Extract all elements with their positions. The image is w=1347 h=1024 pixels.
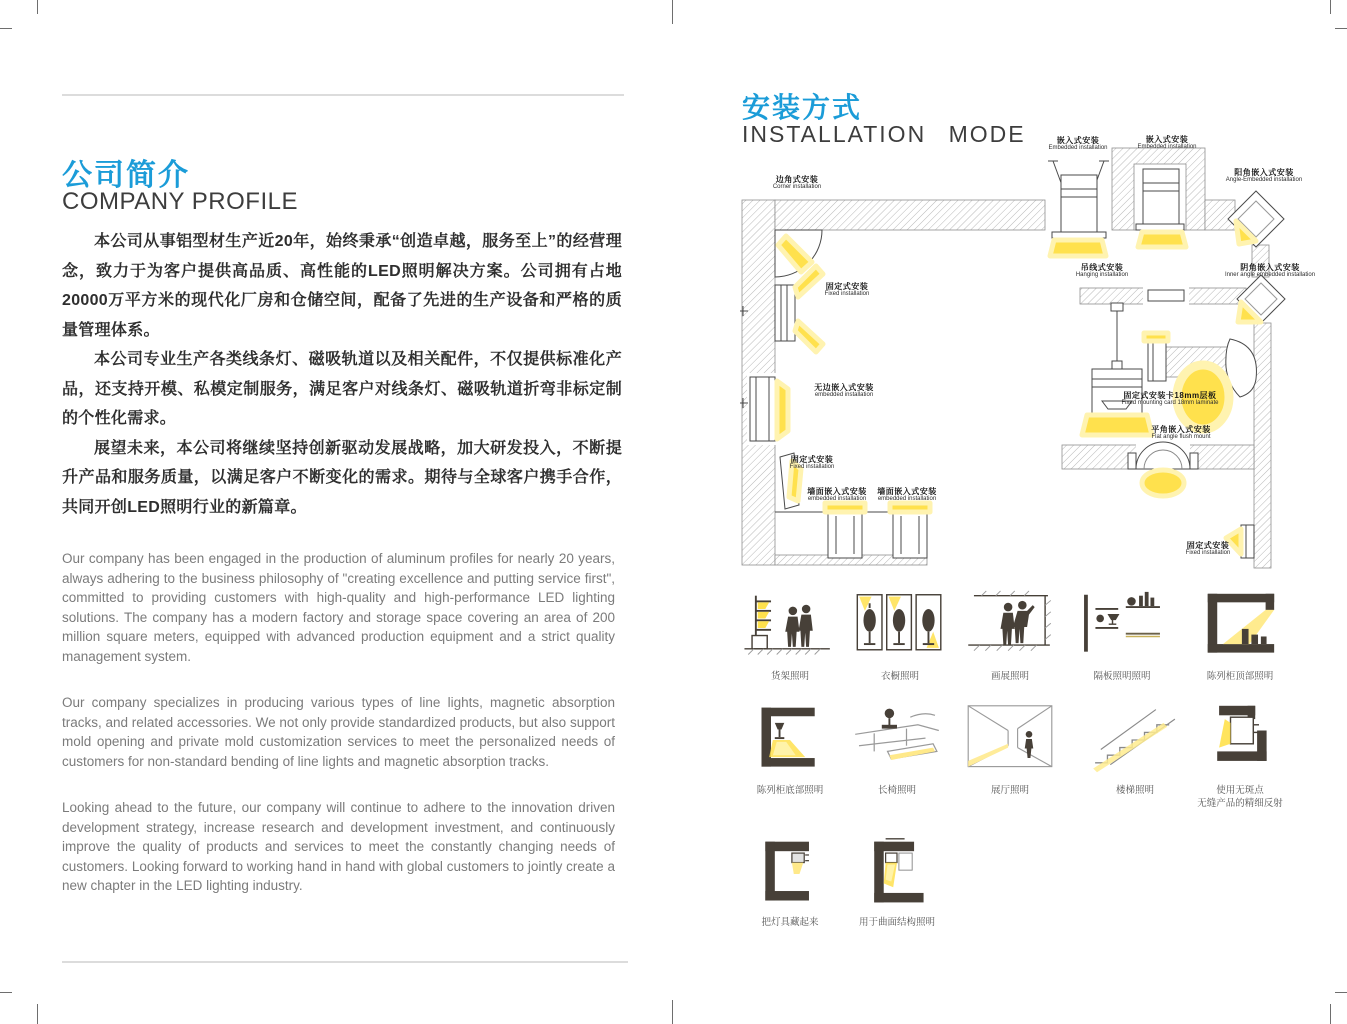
application-item <box>950 590 1070 683</box>
application-item <box>1180 590 1300 683</box>
company-profile-cn-text <box>62 227 622 522</box>
application-label-line2: 无缝产品的精细反射 <box>1197 798 1283 809</box>
diagram-label: 阴角嵌入式安装 Inner angle embedded installation <box>1224 263 1316 279</box>
installation-mode-title-en: INSTALLATION MODE <box>742 121 1026 147</box>
crop-mark <box>37 1004 38 1024</box>
company-profile-title-cn: 公司简介 <box>62 159 190 192</box>
gallery-lighting-icon <box>962 590 1058 664</box>
application-label: 展厅照明 <box>990 785 1029 796</box>
cn-paragraph: 展望未来，本公司将继续坚持创新驱动发展战略，加大研发投入，不断提升产品和服务质量，以满足客户不断变化的需求。期待与全球客户携手合作，共同开创LED照明行业的新篇章。 <box>62 439 622 516</box>
cn-paragraph: 本公司专业生产各类线条灯、磁吸轨道以及相关配件，不仅提供标准化产品，还支持开模、私模定制服务，满足客户对线条灯、磁吸轨道折弯非标定制的个性化需求。 <box>62 351 622 427</box>
diagram-label: 固定式安装 Fixed installation <box>824 282 870 298</box>
room-section-drawing <box>740 135 1310 575</box>
application-item <box>837 836 957 929</box>
application-label: 衣橱照明 <box>880 671 919 682</box>
application-label: 陈列柜顶部照明 <box>1206 671 1274 682</box>
crop-mark <box>1330 0 1331 14</box>
application-label: 画展照明 <box>990 671 1029 682</box>
application-item <box>840 590 960 683</box>
diagram-label: 墙面嵌入式安装 embedded installation <box>807 487 867 503</box>
installation-mode-title-cn: 安装方式 <box>742 92 863 123</box>
stair-lighting-icon <box>1087 702 1183 778</box>
application-item <box>730 836 850 929</box>
company-profile-en-text <box>62 549 615 923</box>
left-page-bottom-rule <box>62 961 628 963</box>
diagram-label: 嵌入式安装 Embedded installation <box>1137 135 1197 151</box>
partition-shelf-lighting-icon <box>1074 590 1170 664</box>
diagram-label: 固定式安装卡18mm层板 Fixed mounting card 18mm laminate <box>1121 391 1219 407</box>
application-label: 楼梯照明 <box>1115 785 1154 796</box>
shelf-lighting-icon <box>742 590 838 664</box>
diagram-label: 墙面嵌入式安装 embedded installation <box>877 487 937 503</box>
wardrobe-lighting-icon <box>852 590 948 664</box>
application-label: 使用无斑点 <box>1216 785 1264 796</box>
diagram-label: 固定式安装 Fixed installation <box>1185 541 1231 557</box>
application-label: 长椅照明 <box>877 785 916 796</box>
application-item <box>837 702 957 797</box>
crop-mark <box>672 0 673 24</box>
application-item <box>730 590 850 683</box>
hidden-fixture-icon <box>742 836 838 910</box>
bench-lighting-icon <box>849 702 945 778</box>
diagram-label: 阳角嵌入式安装 Angle-Embedded installation <box>1225 168 1303 184</box>
seamless-reflection-icon <box>1192 702 1288 778</box>
exhibition-hall-lighting-icon <box>962 702 1058 778</box>
crop-mark <box>1335 28 1347 29</box>
diagram-label: 边角式安装 Corner installation <box>772 175 822 191</box>
application-item <box>950 702 1070 797</box>
application-label: 隔板照明照明 <box>1093 671 1151 682</box>
crop-mark <box>672 1000 673 1024</box>
hatched-structure <box>742 148 1271 568</box>
installation-diagram <box>740 135 1316 575</box>
application-label: 货架照明 <box>770 671 809 682</box>
display-cabinet-top-lighting-icon <box>1192 590 1288 664</box>
diagram-label: 固定式安装 Fixed installation <box>789 455 835 471</box>
diagram-label: 吊线式安装 Hanging installation <box>1075 263 1129 279</box>
application-label: 用于曲面结构照明 <box>858 917 935 928</box>
crop-mark <box>0 28 12 29</box>
diagram-label: 无边嵌入式安装 embedded installation <box>814 383 874 399</box>
en-paragraph: Looking ahead to the future, our company will continue to adhere to the innovation driven development strategy, increase research and development investment, and continuously improve the quality of products and services to meet the constantly changing needs of customers. Looking forward to working hand in hand with global customers to jointly create a new chapter in the LED lighting industry. <box>62 800 615 893</box>
diagram-label: 嵌入式安装 Embedded installation <box>1048 136 1108 152</box>
crop-mark <box>1330 1004 1331 1024</box>
application-label: 把灯具藏起来 <box>761 917 819 928</box>
diagram-label: 平角嵌入式安装 Flat angle flush mount <box>1151 425 1211 441</box>
crop-mark <box>1335 992 1347 993</box>
application-item <box>1180 702 1300 810</box>
crop-mark <box>0 992 12 993</box>
cn-paragraph: 本公司从事铝型材生产近20年，始终秉承“创造卓越，服务至上”的经营理念，致力于为客户提供高品质、高性能的LED照明解决方案。公司拥有占地20000万平方米的现代化厂房和仓储空间，配备了先进的生产设备和严格的质量管理体系。 <box>62 233 622 339</box>
crop-mark <box>37 0 38 14</box>
en-paragraph: Our company specializes in producing various types of line lights, magnetic absorption tracks, and related accessories. We not only provide standardized products, but also support mold opening and private mold customization services to meet the personalized needs of customers for non-standard bending of line lights and magnetic absorption tracks. <box>62 695 615 769</box>
display-cabinet-bottom-lighting-icon <box>742 702 838 778</box>
company-profile-title-en: COMPANY PROFILE <box>62 188 298 215</box>
left-page-top-rule <box>62 94 624 96</box>
application-label: 陈列柜底部照明 <box>756 785 824 796</box>
en-paragraph: Our company has been engaged in the production of aluminum profiles for nearly 20 years, always adhering to the business philosophy of "creating excellence and putting service first", committed to providing customers with high-quality and high-performance LED lighting solutions. The company has a modern factory and storage space covering an area of 200 million square meters, equipped with advanced production equipment and a strict quality management system. <box>62 551 615 664</box>
application-item <box>1062 590 1182 683</box>
application-item <box>730 702 850 797</box>
curved-structure-lighting-icon <box>849 836 945 910</box>
application-item <box>1075 702 1195 797</box>
